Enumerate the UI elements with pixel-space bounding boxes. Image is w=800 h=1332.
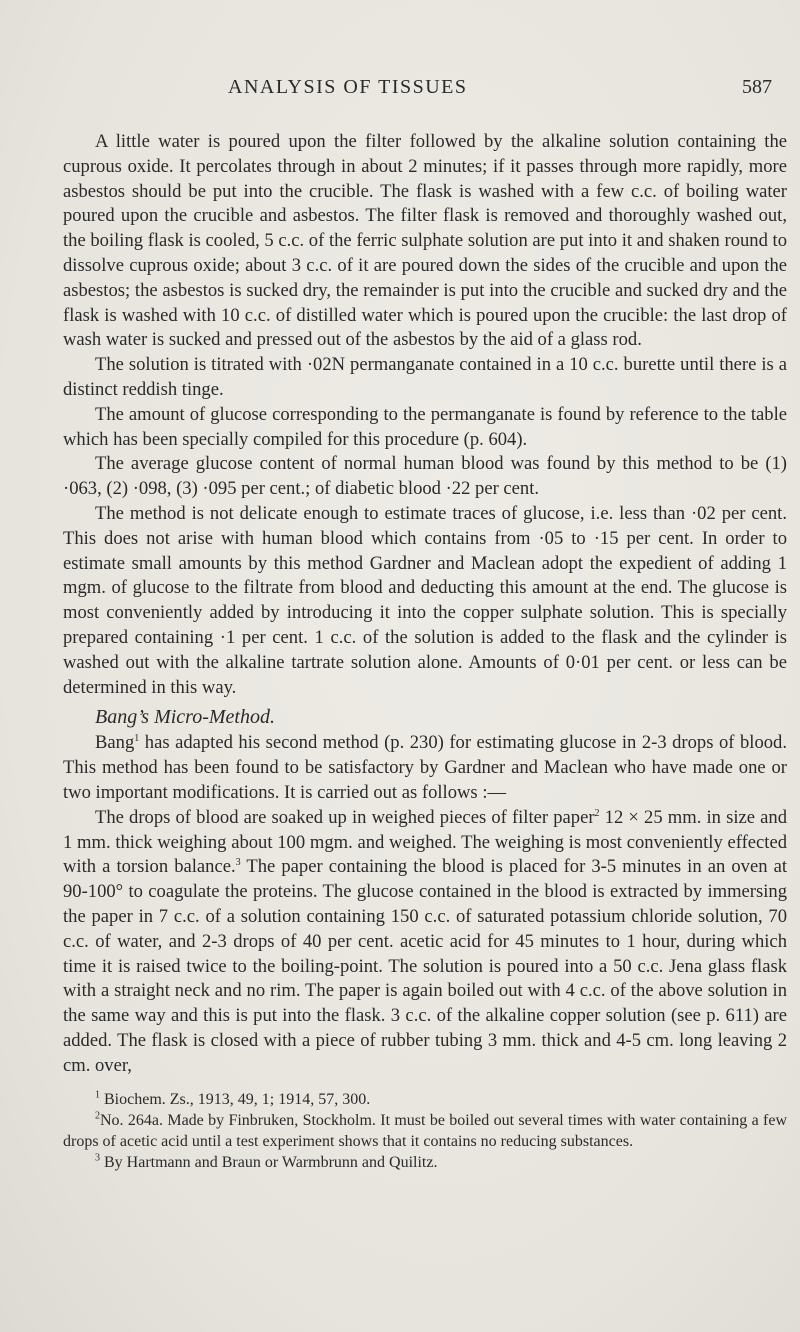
body-text xyxy=(63,130,787,1078)
footnote-ref: 2 xyxy=(594,807,600,819)
footnote-ref: 3 xyxy=(235,857,241,869)
section-heading: Bang’s Micro-Method. xyxy=(95,706,275,729)
footnote xyxy=(63,1152,787,1173)
footnote-text: By Hartmann and Braun or Warmbrunn and Quilitz. xyxy=(100,1154,438,1171)
paragraph-delicacy: The method is not delicate enough to estimate traces of glucose, i.e. less than ·02 per cent. This does not arise with human blood which contains from ·05 to ·15 per cent. In order to estimate small amounts by this method Gardner and Maclean adopt the expedient of adding 1 mgm. of glucose to the filtrate from blood and deducting this amount at the end. The glucose is most conveniently added by introducing it into the copper sulphate solution. This is specially prepared containing ·1 per cent. 1 c.c. of the solution is added to the flask and the cylinder is washed out with the alkaline tartrate solution alone. Amounts of 0·01 per cent. or less can be determined in this way. xyxy=(63,502,787,698)
footnotes xyxy=(63,1089,787,1173)
paragraph-titration: The solution is titrated with ·02N permanganate contained in a 10 c.c. burette until there is a distinct reddish tinge. xyxy=(63,354,787,400)
paragraph-drops xyxy=(63,806,787,1079)
text-run: 12 × 25 mm. in size and 1 mm. thick weighing about 100 mgm. and weighed. The weighing is most conveniently effected with a torsion balance. xyxy=(63,806,787,878)
text-run: The drops of blood are soaked up in weighed pieces of filter paper xyxy=(95,806,595,828)
page-number: 587 xyxy=(742,76,772,98)
footnote-text: No. 264a. Made by Finbruken, Stockholm. It must be boiled out several times with water containing a few drops of acetic acid until a test experiment shows that it contains no reducing substances. xyxy=(63,1112,787,1150)
footnote-ref: 1 xyxy=(134,733,140,745)
paragraph-average-glucose: The average glucose content of normal human blood was found by this method to be (1) ·063, (2) ·098, (3) ·095 per cent.; of diabetic blood ·22 per cent. xyxy=(63,453,787,500)
text-run: has adapted his second method (p. 230) for estimating glucose in 2-3 drops of blood. This method has been found to be satisfactory by Gardner and Maclean who have made one or two important modifications. It is carried out as follows :— xyxy=(63,732,787,803)
footnote-mark: 3 xyxy=(95,1152,100,1164)
footnote xyxy=(63,1110,787,1152)
page-header xyxy=(0,76,800,106)
running-head: ANALYSIS OF TISSUES xyxy=(228,76,468,98)
paragraph-filter: A little water is poured upon the filter followed by the alkaline solution containing the cuprous oxide. It percolates through in about 2 minutes; if it passes through more rapidly, more asbestos should be put into the crucible. The flask is washed with a few c.c. of boiling water poured upon the crucible and asbestos. The filter flask is removed and thoroughly washed out, the boiling flask is cooled, 5 c.c. of the ferric sulphate solution are put into it and shaken round to dissolve cuprous oxide; about 3 c.c. of it are poured down the sides of the crucible and upon the asbestos; the asbestos is sucked dry, the remainder is put into the crucible and sucked dry and the flask is washed with 10 c.c. of distilled water which is poured upon the crucible: the last drop of wash water is sucked and pressed out of the asbestos by the aid of a glass rod. xyxy=(63,131,787,351)
text-run: Bang xyxy=(95,732,135,754)
footnote-mark: 1 xyxy=(95,1089,100,1101)
footnote-mark: 2 xyxy=(95,1110,100,1122)
text-run: The paper containing the blood is placed for 3-5 minutes in an oven at 90-100° to coagulate the proteins. The glucose contained in the blood is extracted by immersing the paper in 7 c.c. of a solution containing 150 c.c. of saturated potassium chloride solution, 70 c.c. of water, and 2-3 drops of 40 per cent. acetic acid for 45 minutes to 1 hour, during which time it is raised twice to the boiling-point. The solution is poured into a 50 c.c. Jena glass flask with a straight neck and no rim. The paper is again boiled out with 4 c.c. of the above solution in the same way and this is put into the flask. 3 c.c. of the alkaline copper solution (see p. 611) are added. The flask is closed with a piece of rubber tubing 3 mm. thick and 4-5 cm. long leaving 2 cm. over, xyxy=(63,856,787,1076)
paragraph-bang-method xyxy=(63,731,787,805)
paragraph-table-reference: The amount of glucose corresponding to the permanganate is found by reference to the table which has been specially compiled for this procedure (p. 604). xyxy=(63,403,787,450)
footnote-text: Biochem. Zs., 1913, 49, 1; 1914, 57, 300. xyxy=(100,1091,371,1108)
footnote xyxy=(63,1089,787,1110)
